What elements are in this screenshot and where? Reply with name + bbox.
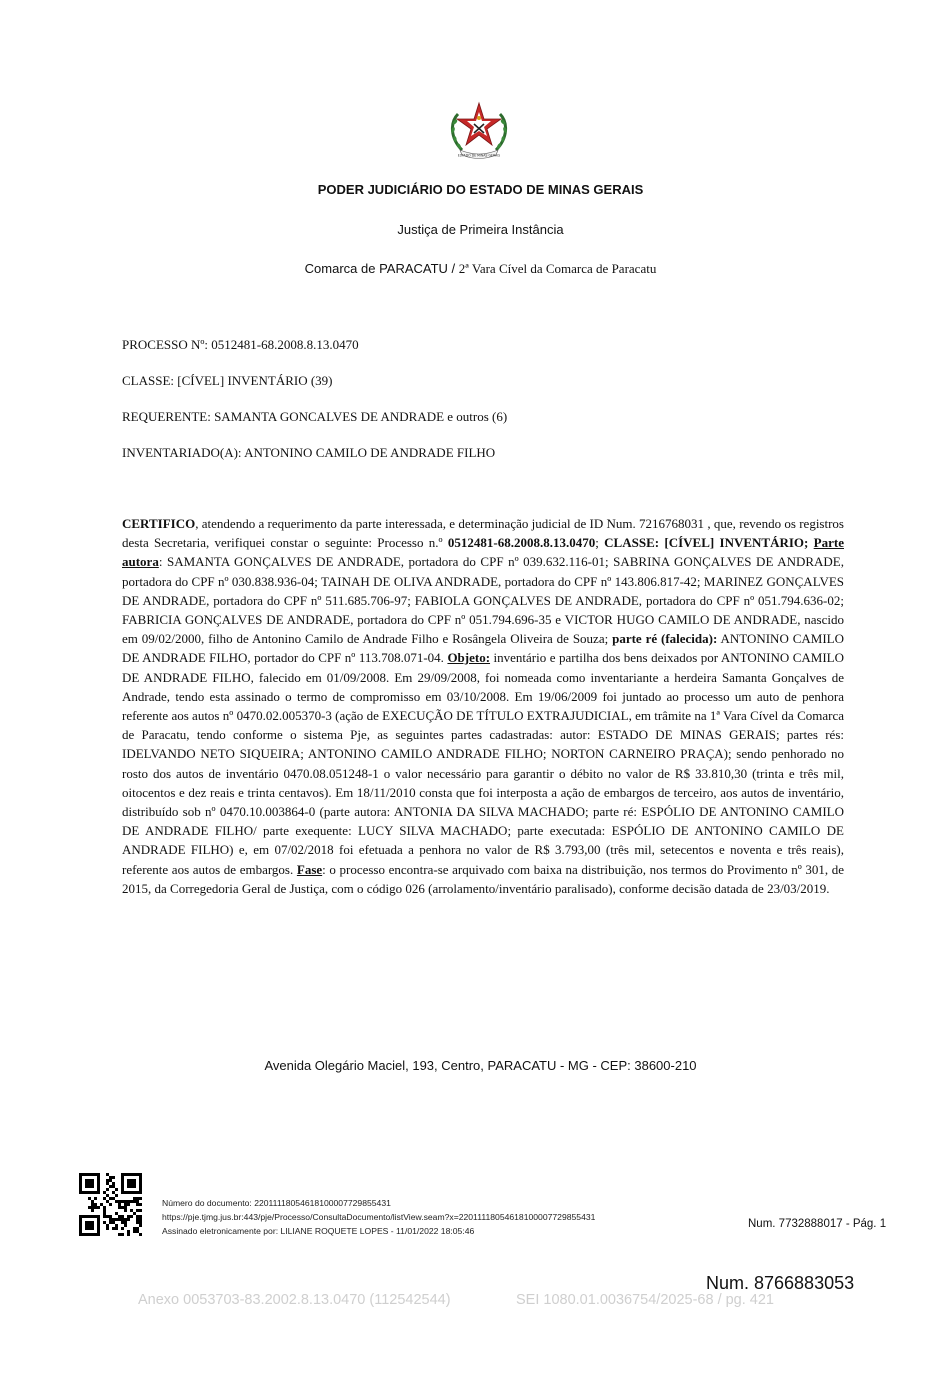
vara-label: 2ª Vara Cível da Comarca de Paracatu (458, 261, 657, 276)
cert-text-7: : o processo encontra-se arquivado com baixa na distribuição, nos termos do Provimento nº 301, de 2015, da Corregedoria Geral de Justiça, com o código 026 (arrolamento/inventário paralisado), conforme decisão datada de 23/03/2019. (122, 861, 845, 896)
requerente: REQUERENTE: SAMANTA GONCALVES DE ANDRADE e outros (6) (122, 409, 508, 424)
signed-by: Assinado eletronicamente por: LILIANE ROQUETE LOPES - 11/01/2022 18:05:46 (162, 1226, 475, 1236)
parte-autora-label: Parte autora (122, 535, 844, 570)
svg-text:ESTADO DE MINAS GERAIS: ESTADO DE MINAS GERAIS (457, 153, 501, 158)
certifico-label: CERTIFICO (122, 516, 196, 531)
cert-text-1: , atendendo a requerimento da parte interessada, e determinação judicial de ID Num. 7216768031 , que, revendo os registros desta Secretaria, verifiquei constar o seguinte: Processo n.º (122, 516, 844, 551)
sei-reference: SEI 1080.01.0036754/2025-68 / pg. 421 (516, 1292, 774, 1308)
cert-text-6: inventário e partilha dos bens deixados por ANTONINO CAMILO DE ANDRADE FILHO, falecido em 01/09/2008. Em 29/09/2008, foi nomeada como inventariante a herdeira Samanta Gonçalves de Andrade, tendo esta assinado o termo de compromisso em 03/10/2008. Em 19/06/2009 foi juntado ao processo um auto de penhora referente aos autos nº 0470.02.005370-3 (ação de EXECUÇÃO DE TÍTULO EXTRAJUDICIAL, em trâmite na 1ª Vara Cível da Comarca de Paracatu, tendo conforme o sistema Pje, as seguintes partes cadastradas: autor: ESTADO DE MINAS GERAIS; partes rés: IDELVANDO NETO SIQUEIRA; ANTONINO CAMILO ANDRADE FILHO; NORTON CARNEIRO PRAÇA); sendo penhorado no rosto dos autos de inventário 0470.08.051248-1 o valor necessário para garantir o débito no valor de R$ 33.810,30 (trinta e três mil, oitocentos e dez reais e trinta centavos). Em 18/11/2010 consta que foi interposta a ação de embargos de terceiro, aos autos de inventário, distribuído sob nº 0470.10.003864-0 (parte autora: ANTONIA DA SILVA MACHADO; parte ré: ESPÓLIO DE ANTONINO CAMILO DE ANDRADE FILHO/ parte exequente: LUCY SILVA MACHADO; parte executada: ESPÓLIO DE ANTONINO CAMILO DE ANDRADE FILHO) e, em 07/02/2018 foi efetuada a penhora no valor de R$ 3.793,00 (três mil, setecentos e noventa e três reais), referente aos autos de embargos. (122, 650, 845, 877)
objeto-label: Objeto: (447, 650, 491, 666)
coat-of-arms-icon (446, 100, 512, 160)
case-class: CLASSE: [CÍVEL] INVENTÁRIO (39) (122, 373, 333, 388)
cert-text-5: ANTONINO CAMILO DE ANDRADE FILHO, portador do CPF nº 113.708.071-04. (122, 631, 844, 666)
processo-number: PROCESSO Nº: 0512481-68.2008.8.13.0470 (122, 337, 359, 352)
court-title: PODER JUDICIÁRIO DO ESTADO DE MINAS GERAIS (317, 182, 644, 197)
comarca-line (0, 261, 934, 277)
cert-text-4: : SAMANTA GONÇALVES DE ANDRADE, portadora do CPF nº 039.632.116-01; SABRINA GONÇALVES DE ANDRADE, portadora do CPF nº 030.838.936-04; TAINAH DE OLIVA ANDRADE, portadora do CPF nº 143.806.817-42; MARINEZ GONÇALVES DE ANDRADE, portadora do CPF nº 511.685.706-97; FABIOLA GONÇALVES DE ANDRADE, portadora do CPF nº 051.794.636-02; FABRICIA GONÇALVES DE ANDRADE, portadora do CPF nº 051.794.696-35 e VICTOR HUGO CAMILO DE ANDRADE, nascido em 09/02/2000, filho de Antonino Camilo de Andrade Filho e Rosângela Oliveira de Souza; (122, 554, 844, 647)
document-number: Número do documento: 22011118054618100007729855431 (162, 1198, 391, 1208)
inventariado: INVENTARIADO(A): ANTONINO CAMILO DE ANDRADE FILHO (122, 445, 496, 460)
cert-text-2: ; (595, 535, 605, 551)
parte-re-label: parte ré (falecida): (612, 631, 718, 647)
fase-label: Fase (296, 861, 323, 877)
num-stamp: Num. 8766883053 (706, 1273, 855, 1293)
process-number-bold: 0512481-68.2008.8.13.0470 (447, 535, 596, 551)
document-url[interactable]: https://pje.tjmg.jus.br:443/pje/Processo/ConsultaDocumento/listView.seam?x=22011118054618100007729855431 (162, 1212, 596, 1222)
page-reference: Num. 7732888017 - Pág. 1 (748, 1218, 887, 1230)
certificate-paragraph (122, 514, 844, 898)
court-instance: Justiça de Primeira Instância (397, 222, 564, 237)
class-bold: CLASSE: [CÍVEL] INVENTÁRIO; (604, 535, 809, 551)
annex-reference: Anexo 0053703-83.2002.8.13.0470 (112542544) (138, 1292, 451, 1308)
court-address: Avenida Olegário Maciel, 193, Centro, PARACATU - MG - CEP: 38600-210 (264, 1058, 697, 1073)
comarca-label: Comarca de PARACATU / (304, 261, 459, 276)
qr-code-icon[interactable] (79, 1173, 142, 1236)
